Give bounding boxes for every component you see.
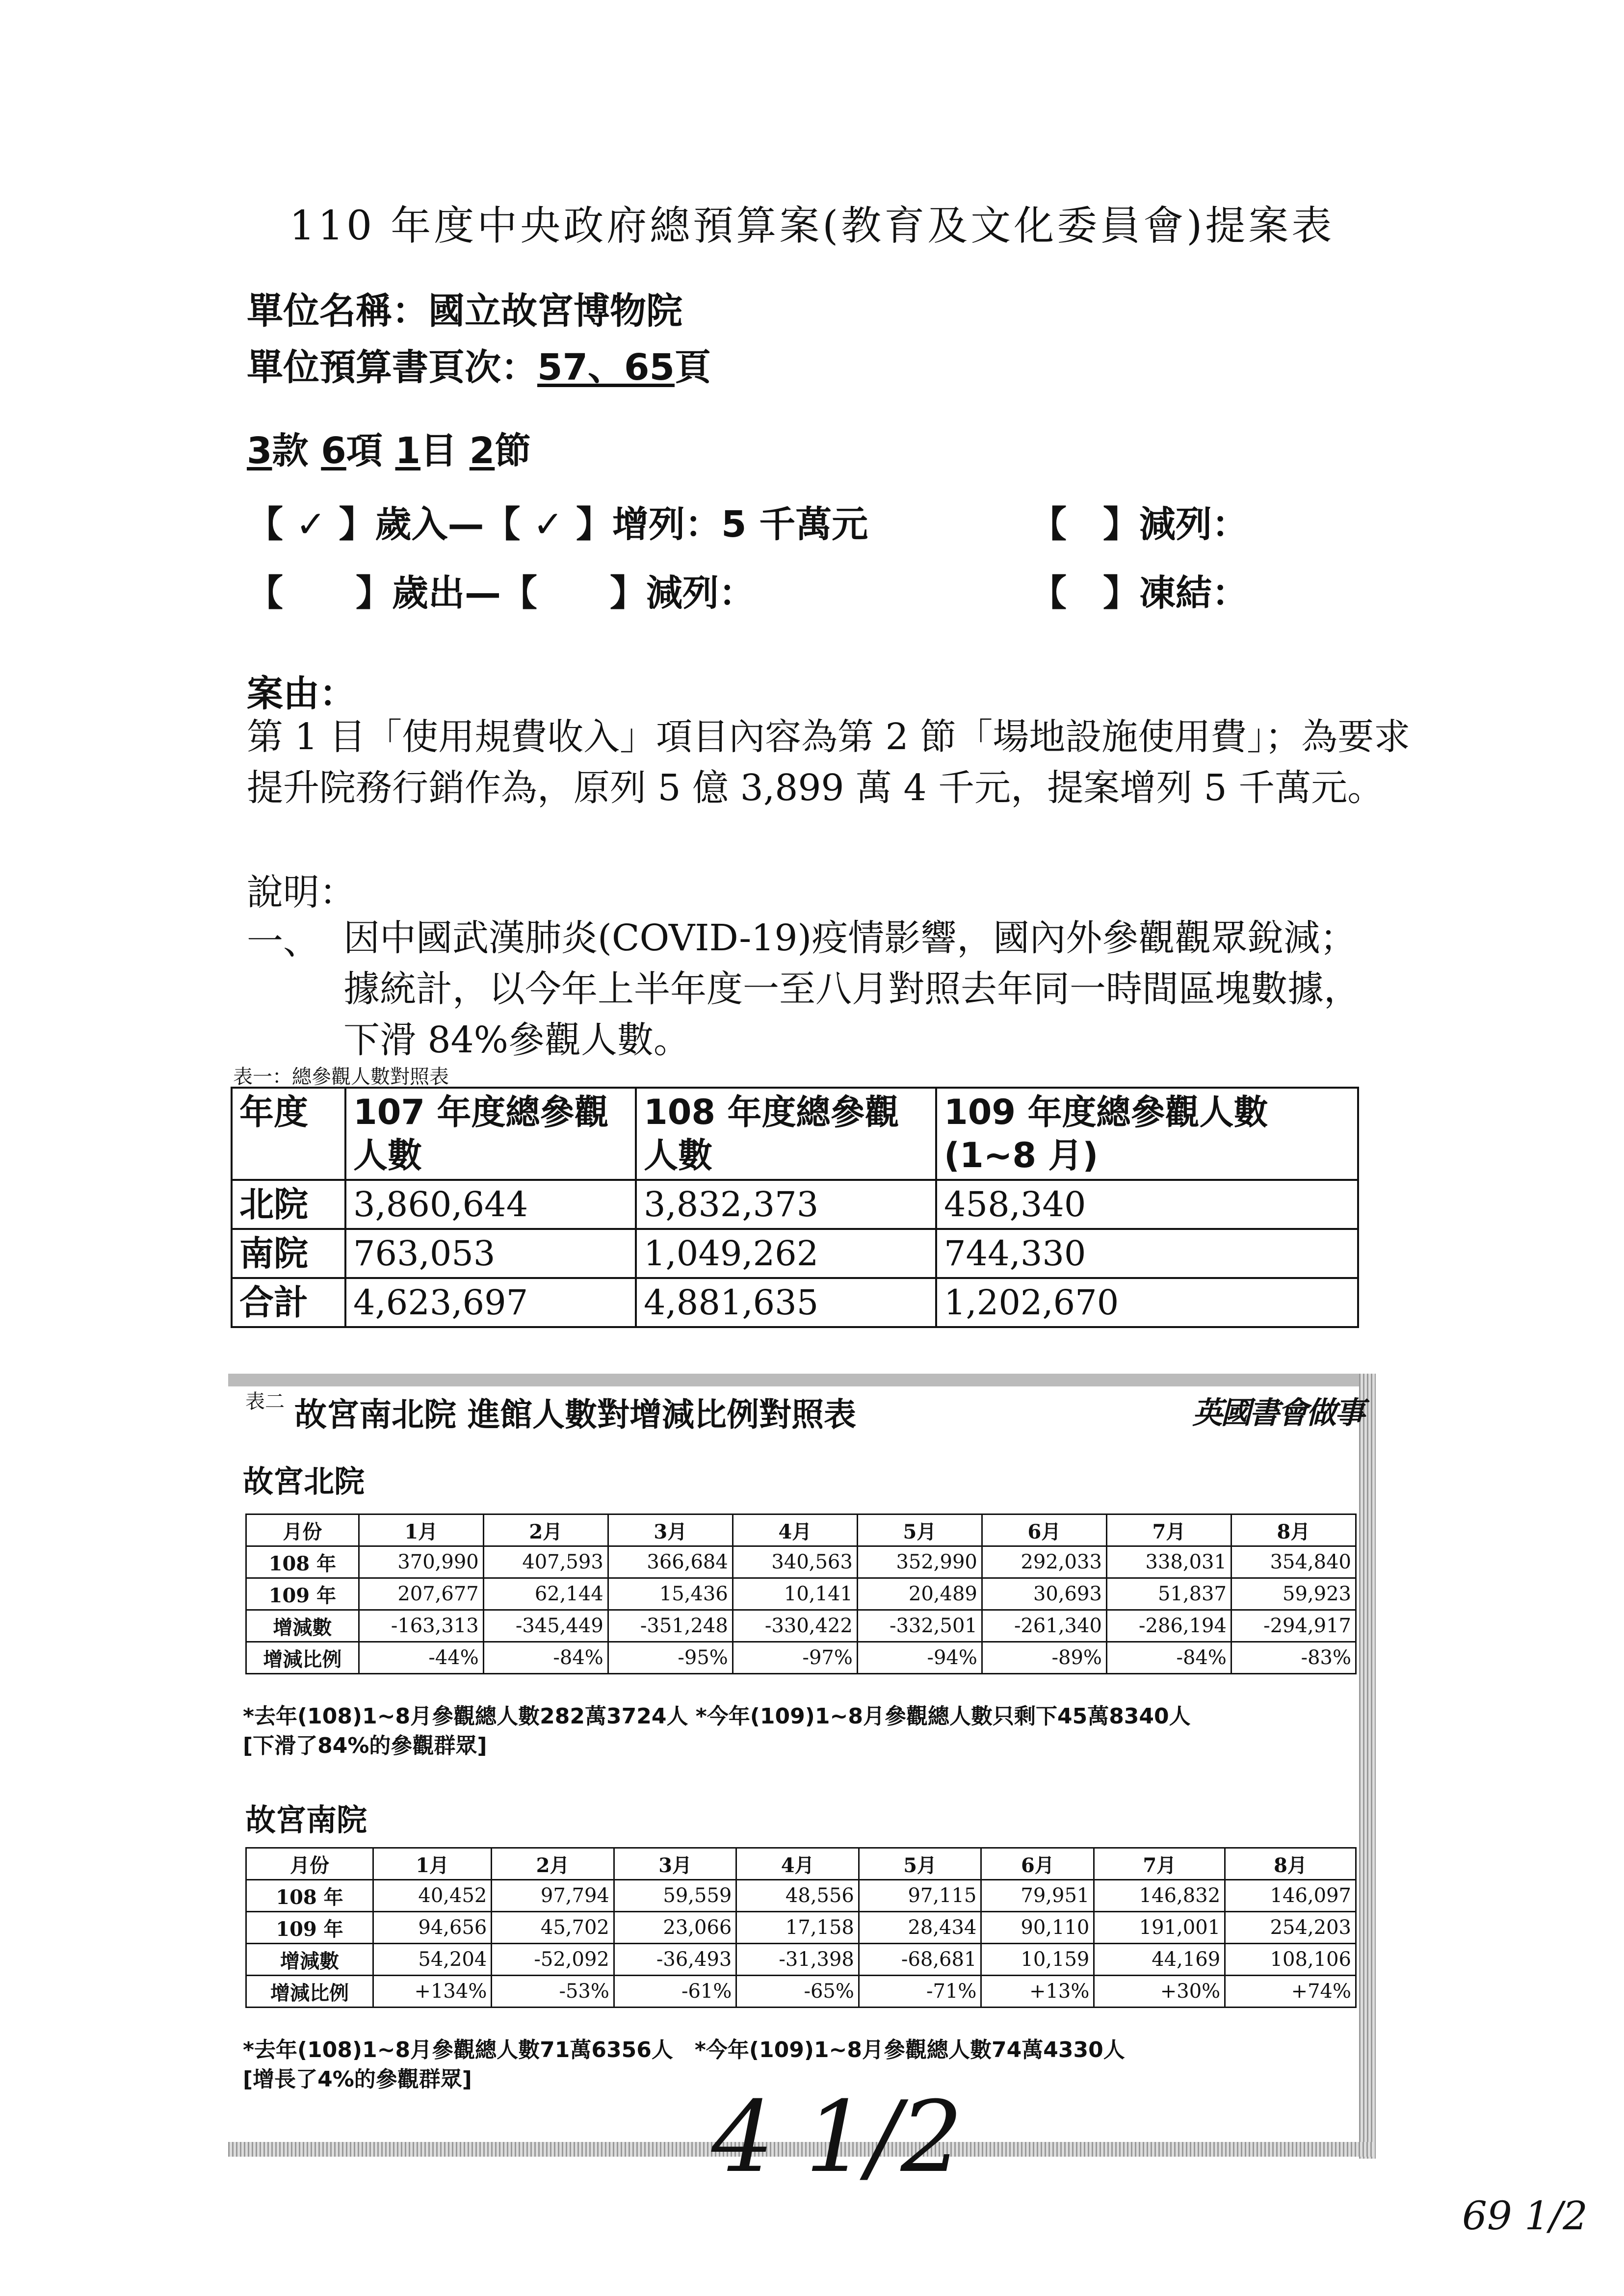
table-cell: -294,917 <box>1231 1610 1356 1642</box>
table1-caption: 表一：總參觀人數對照表 <box>233 1066 449 1088</box>
table-cell: 108,106 <box>1225 1944 1356 1976</box>
table-cell: 338,031 <box>1106 1546 1231 1578</box>
table1-visitor-totals <box>231 1087 1359 1328</box>
table-cell: +74% <box>1225 1976 1356 2008</box>
south-header-cell: 5月 <box>859 1848 981 1880</box>
scan-edge-right <box>1359 1374 1376 2159</box>
explain-label: 說明： <box>247 871 356 913</box>
table-row <box>232 1278 1358 1327</box>
table-cell: +13% <box>981 1976 1094 2008</box>
budget-classification <box>247 422 531 474</box>
explain-number: 一、 <box>247 920 319 963</box>
table-cell: -330,422 <box>733 1610 857 1642</box>
unit-name: 單位名稱：國立故宮博物院 <box>247 290 682 332</box>
table1-header-cell: 107 年度總參觀人數 <box>345 1088 636 1180</box>
table-cell: 62,144 <box>483 1578 608 1610</box>
south-note: *去年(108)1~8月參觀總人數71萬6356人 *今年(109)1~8月參觀總人數74萬4330人 <box>243 2037 1125 2062</box>
table-row <box>246 1642 1356 1674</box>
table-cell: 254,203 <box>1225 1912 1356 1944</box>
table-cell: 292,033 <box>982 1546 1106 1578</box>
table-row <box>246 1578 1356 1610</box>
table-cell: 17,158 <box>736 1912 859 1944</box>
table-cell: 744,330 <box>936 1229 1358 1278</box>
table-cell: 3,832,373 <box>636 1180 936 1229</box>
kuan-label: 款 <box>272 430 309 472</box>
table-cell: 20,489 <box>857 1578 982 1610</box>
table-cell: 23,066 <box>614 1912 736 1944</box>
budget-pages <box>247 339 711 391</box>
table-cell: 44,169 <box>1094 1944 1225 1976</box>
mu-value: 1 <box>395 430 421 472</box>
table-cell: 4,623,697 <box>345 1278 636 1327</box>
table-cell: 增減數 <box>246 1944 373 1976</box>
table-cell: 1,202,670 <box>936 1278 1358 1327</box>
north-section-title: 故宮北院 <box>243 1463 365 1499</box>
table-cell: 90,110 <box>981 1912 1094 1944</box>
table-cell: 51,837 <box>1106 1578 1231 1610</box>
south-header-cell: 1月 <box>373 1848 491 1880</box>
table-cell: 南院 <box>232 1229 345 1278</box>
table-cell: -44% <box>359 1642 483 1674</box>
table-cell: 3,860,644 <box>345 1180 636 1229</box>
jie-label: 節 <box>495 430 531 472</box>
table-cell: 458,340 <box>936 1180 1358 1229</box>
south-header-cell: 月份 <box>246 1848 373 1880</box>
table-cell: 4,881,635 <box>636 1278 936 1327</box>
table-cell: -84% <box>483 1642 608 1674</box>
table-cell: 54,204 <box>373 1944 491 1976</box>
table-cell: 207,677 <box>359 1578 483 1610</box>
table-cell: +30% <box>1094 1976 1225 2008</box>
table-cell: 48,556 <box>736 1880 859 1912</box>
table-cell: -68,681 <box>859 1944 981 1976</box>
table2-title: 故宮南北院 進館人數對增減比例對照表 <box>294 1396 856 1434</box>
south-header-cell: 6月 <box>981 1848 1094 1880</box>
table-row <box>246 1944 1356 1976</box>
budget-pages-value: 57、65 <box>537 346 675 389</box>
table-row <box>246 1976 1356 2008</box>
revenue-increase-line: 【 ✓ 】歲入—【 ✓ 】增列：5 千萬元 <box>247 503 868 546</box>
mu-label: 目 <box>420 430 457 472</box>
south-header-cell: 4月 <box>736 1848 859 1880</box>
handwritten-corner-number: 69 1/2 <box>1462 2193 1588 2239</box>
revenue-reduce-line: 【 】減列： <box>1030 503 1248 546</box>
south-header-cell: 2月 <box>492 1848 614 1880</box>
table-cell: -31,398 <box>736 1944 859 1976</box>
north-header-cell: 1月 <box>359 1514 483 1546</box>
jie-value: 2 <box>469 430 495 472</box>
table-cell: 1,049,262 <box>636 1229 936 1278</box>
xiang-value: 6 <box>321 430 346 472</box>
table-cell: 40,452 <box>373 1880 491 1912</box>
table-cell: -97% <box>733 1642 857 1674</box>
table-cell: 340,563 <box>733 1546 857 1578</box>
table-cell: -36,493 <box>614 1944 736 1976</box>
table-cell: 354,840 <box>1231 1546 1356 1578</box>
south-header-cell: 3月 <box>614 1848 736 1880</box>
table-cell: 10,141 <box>733 1578 857 1610</box>
north-header-cell: 7月 <box>1106 1514 1231 1546</box>
table-cell: -351,248 <box>608 1610 733 1642</box>
table-cell: 59,923 <box>1231 1578 1356 1610</box>
table1-header-cell: 108 年度總參觀人數 <box>636 1088 936 1180</box>
table-cell: 370,990 <box>359 1546 483 1578</box>
table-cell: 763,053 <box>345 1229 636 1278</box>
table-cell: 191,001 <box>1094 1912 1225 1944</box>
explain-text: 因中國武漢肺炎(COVID-19)疫情影響，國內外參觀觀眾銳減；據統計，以今年上半年度一至八月對照去年同一時間區塊數據，下滑 84%參觀人數。 <box>343 917 1360 1061</box>
table1-header-cell: 109 年度總參觀人數(1~8 月) <box>936 1088 1358 1180</box>
south-header-cell: 8月 <box>1225 1848 1356 1880</box>
table-cell: -345,449 <box>483 1610 608 1642</box>
table2-label: 表二 <box>245 1390 285 1413</box>
table-cell: 79,951 <box>981 1880 1094 1912</box>
table-cell: -52,092 <box>492 1944 614 1976</box>
table-cell: -94% <box>857 1642 982 1674</box>
north-header-cell: 8月 <box>1231 1514 1356 1546</box>
table-cell: 97,115 <box>859 1880 981 1912</box>
xiang-label: 項 <box>346 430 383 472</box>
kuan-value: 3 <box>247 430 272 472</box>
table-cell: -83% <box>1231 1642 1356 1674</box>
table-cell: -61% <box>614 1976 736 2008</box>
north-note-summary: [下滑了84%的參觀群眾] <box>243 1733 487 1758</box>
table-row <box>232 1229 1358 1278</box>
table-cell: -89% <box>982 1642 1106 1674</box>
table-cell: +134% <box>373 1976 491 2008</box>
table1-header-row <box>232 1088 1358 1180</box>
north-header-cell: 6月 <box>982 1514 1106 1546</box>
north-header-cell: 5月 <box>857 1514 982 1546</box>
page-title: 110 年度中央政府總預算案(教育及文化委員會)提案表 <box>289 203 1335 249</box>
logo-mark: 英國書會做事 <box>1192 1395 1363 1431</box>
table-cell: 109 年 <box>246 1578 359 1610</box>
table-row <box>246 1610 1356 1642</box>
table-row <box>232 1180 1358 1229</box>
table-cell: 146,097 <box>1225 1880 1356 1912</box>
handwritten-page-number: 4 1/2 <box>711 2080 963 2194</box>
south-section-title: 故宮南院 <box>245 1802 367 1838</box>
table-cell: 109 年 <box>246 1912 373 1944</box>
table-cell: 增減比例 <box>246 1976 373 2008</box>
north-header-cell: 3月 <box>608 1514 733 1546</box>
table-cell: -286,194 <box>1106 1610 1231 1642</box>
table-cell: -332,501 <box>857 1610 982 1642</box>
table-cell: 407,593 <box>483 1546 608 1578</box>
table-cell: 15,436 <box>608 1578 733 1610</box>
table-cell: 97,794 <box>492 1880 614 1912</box>
north-header-cell: 月份 <box>246 1514 359 1546</box>
table-cell: 94,656 <box>373 1912 491 1944</box>
table-row <box>246 1880 1356 1912</box>
table-cell: 北院 <box>232 1180 345 1229</box>
table-cell: -71% <box>859 1976 981 2008</box>
table-cell: 45,702 <box>492 1912 614 1944</box>
north-note: *去年(108)1~8月參觀總人數282萬3724人 *今年(109)1~8月參觀總人數只剩下45萬8340人 <box>243 1704 1191 1729</box>
north-header-cell: 4月 <box>733 1514 857 1546</box>
budget-pages-label: 單位預算書頁次： <box>247 346 537 389</box>
table-row <box>246 1546 1356 1578</box>
north-header-row <box>246 1514 1356 1546</box>
table-cell: -95% <box>608 1642 733 1674</box>
table-cell: 366,684 <box>608 1546 733 1578</box>
table1-header-cell: 年度 <box>232 1088 345 1180</box>
table-cell: -84% <box>1106 1642 1231 1674</box>
table-cell: -53% <box>492 1976 614 2008</box>
north-header-cell: 2月 <box>483 1514 608 1546</box>
table-cell: 352,990 <box>857 1546 982 1578</box>
table-cell: 合計 <box>232 1278 345 1327</box>
freeze-line: 【 】凍結： <box>1030 572 1248 614</box>
south-note-summary: [增長了4%的參觀群眾] <box>243 2067 472 2092</box>
expenditure-reduce-line: 【 】歲出—【 】減列： <box>247 572 755 614</box>
table-cell: 增減比例 <box>246 1642 359 1674</box>
table-cell: 108 年 <box>246 1546 359 1578</box>
table-cell: 30,693 <box>982 1578 1106 1610</box>
reason-text: 第 1 目「使用規費收入」項目內容為第 2 節「場地設施使用費」；為要求提升院務行銷作為，原列 5 億 3,899 萬 4 千元，提案增列 5 千萬元。 <box>247 716 1411 809</box>
table-cell: 146,832 <box>1094 1880 1225 1912</box>
table-cell: 108 年 <box>246 1880 373 1912</box>
south-header-row <box>246 1848 1356 1880</box>
south-table <box>245 1847 1357 2008</box>
table-cell: 59,559 <box>614 1880 736 1912</box>
reason-label: 案由： <box>247 673 356 715</box>
budget-pages-suffix: 頁 <box>674 346 711 389</box>
north-table <box>245 1513 1357 1674</box>
table-cell: -261,340 <box>982 1610 1106 1642</box>
table-cell: 28,434 <box>859 1912 981 1944</box>
table-cell: 增減數 <box>246 1610 359 1642</box>
table-cell: -65% <box>736 1976 859 2008</box>
south-header-cell: 7月 <box>1094 1848 1225 1880</box>
table-row <box>246 1912 1356 1944</box>
table-cell: -163,313 <box>359 1610 483 1642</box>
table-cell: 10,159 <box>981 1944 1094 1976</box>
